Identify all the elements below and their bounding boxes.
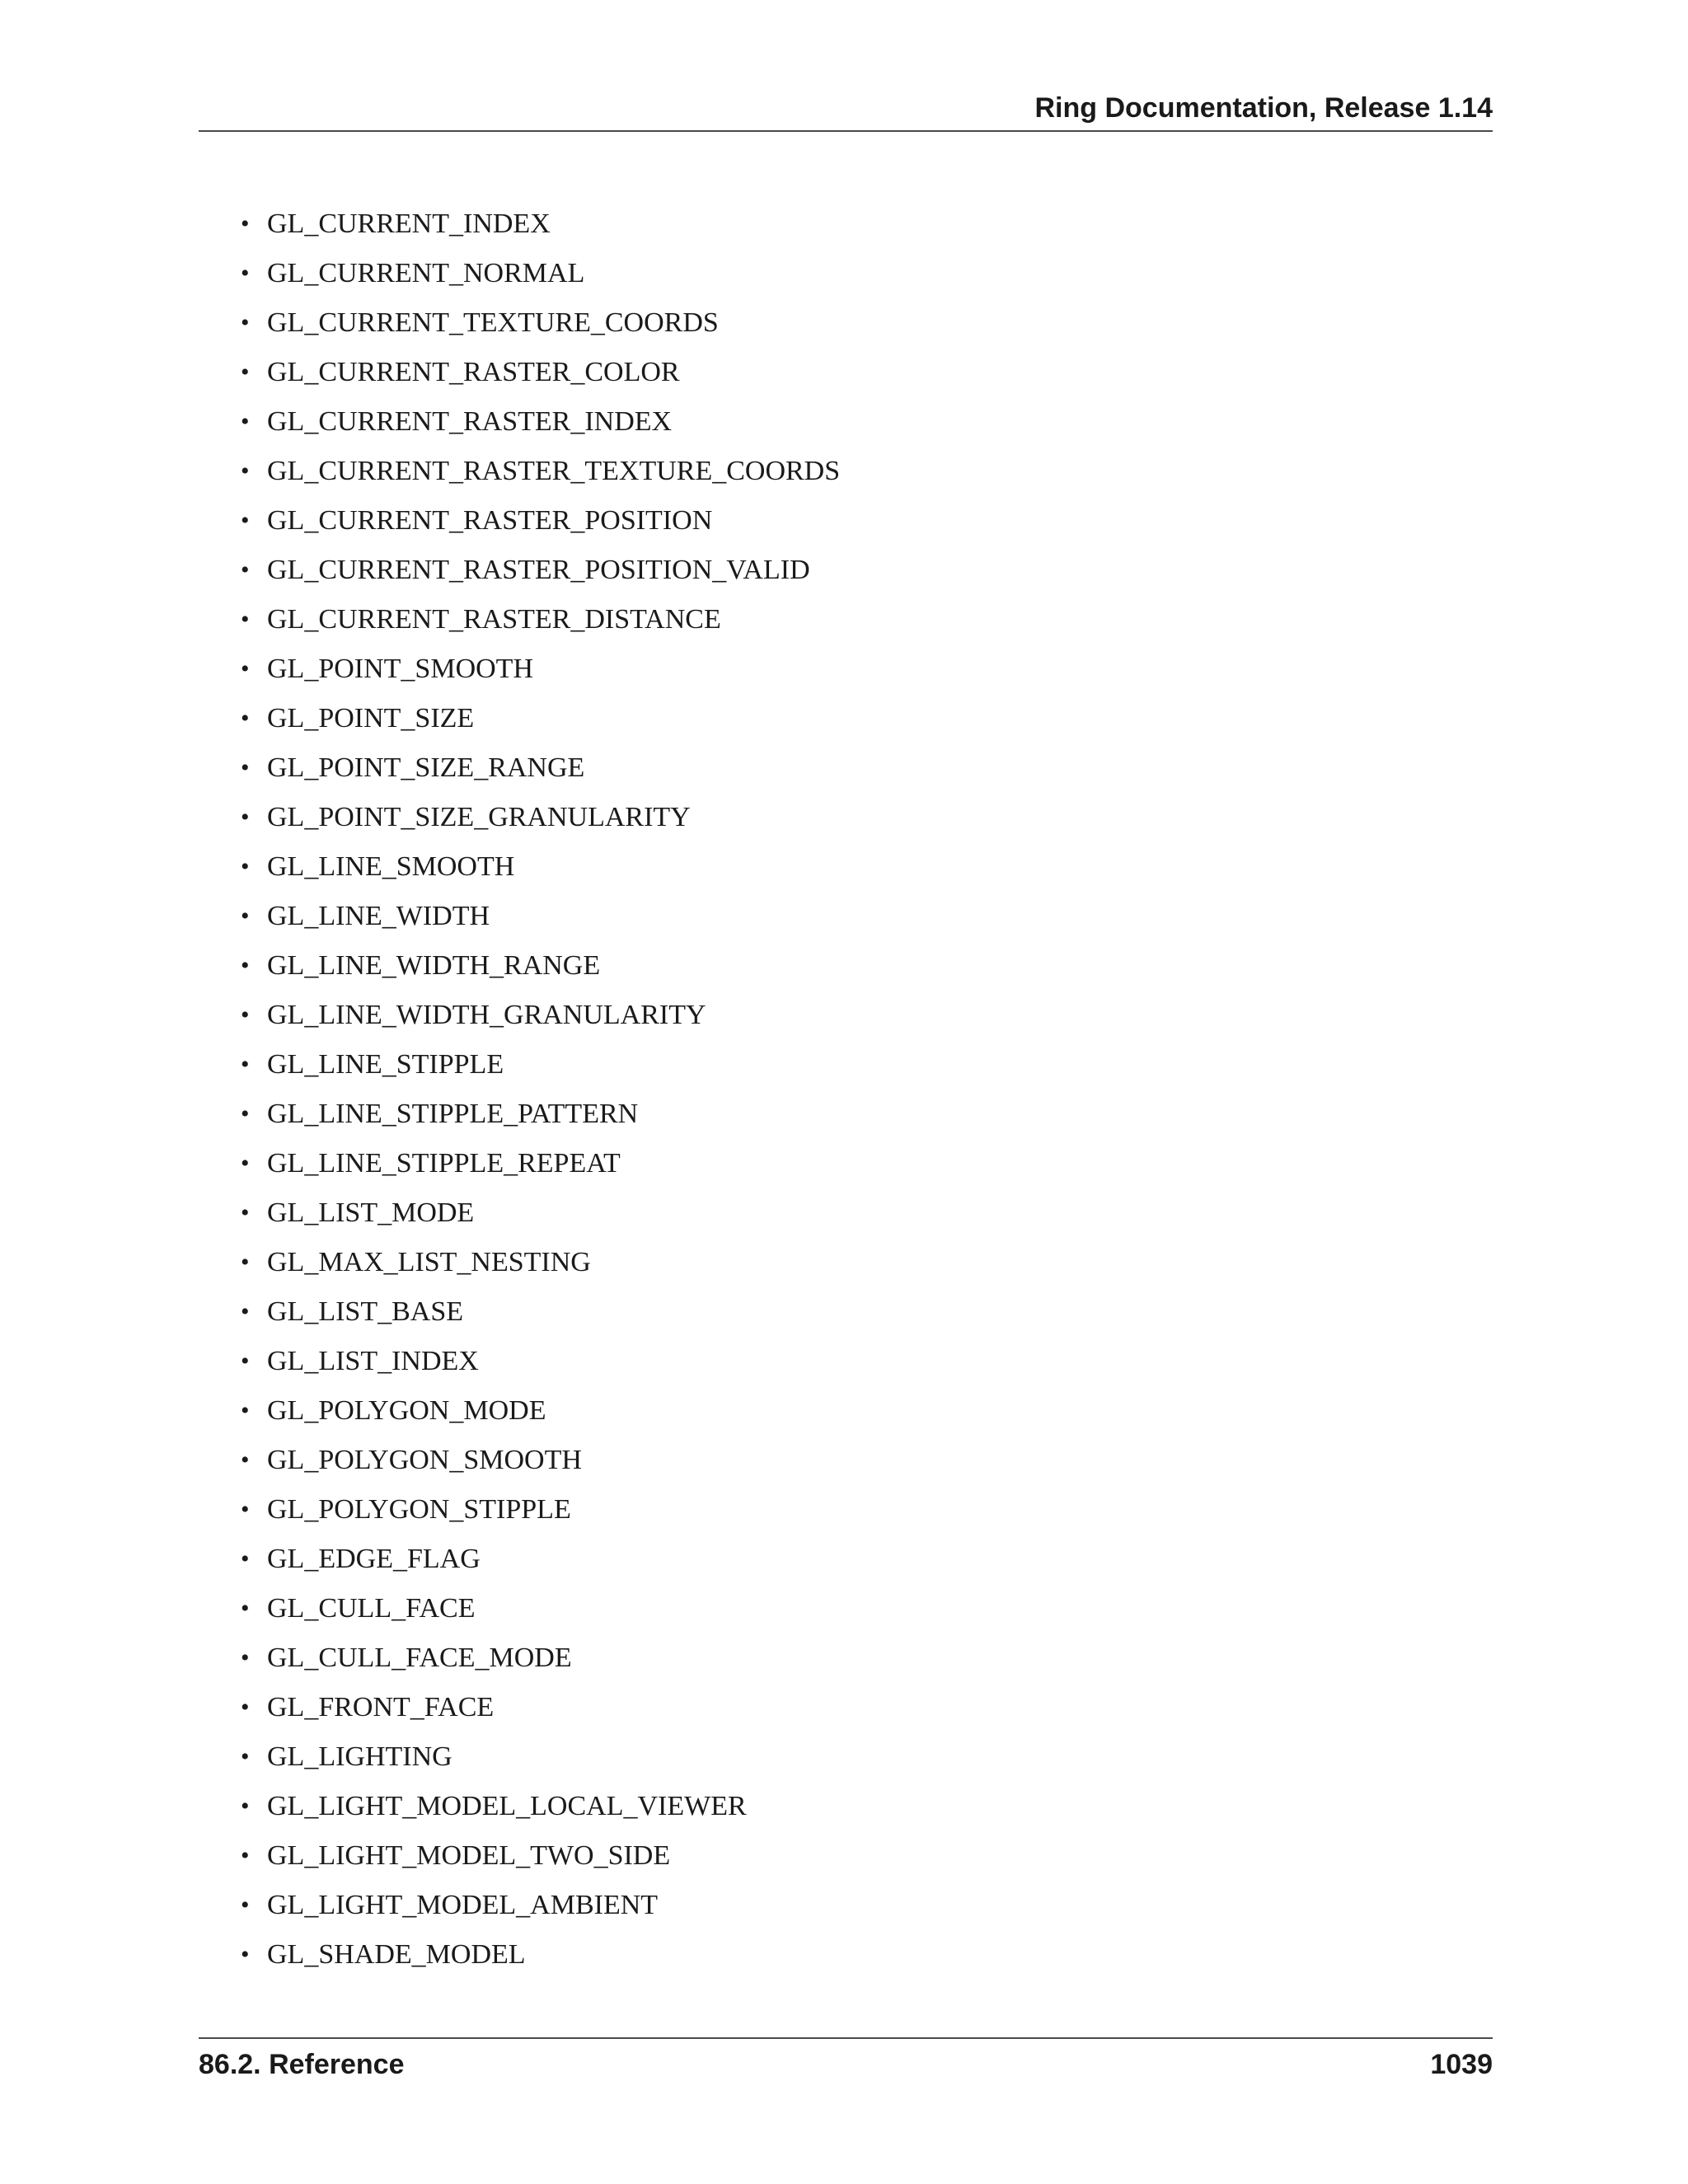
list-item xyxy=(241,1732,1395,1782)
bullet-icon: • xyxy=(241,1446,250,1474)
list-item-text: GL_LIST_INDEX xyxy=(267,1346,479,1376)
list-item xyxy=(241,1287,1395,1337)
bullet-icon: • xyxy=(241,1941,250,1968)
list-item xyxy=(241,1337,1395,1386)
bullet-icon: • xyxy=(241,804,250,831)
list-item-text: GL_CURRENT_RASTER_TEXTURE_COORDS xyxy=(267,456,841,486)
list-item-text: GL_LINE_STIPPLE_REPEAT xyxy=(267,1148,621,1179)
list-item-text: GL_LIGHT_MODEL_LOCAL_VIEWER xyxy=(267,1791,747,1821)
list-item-text: GL_POLYGON_SMOOTH xyxy=(267,1445,582,1475)
list-item xyxy=(241,1584,1395,1633)
bullet-icon: • xyxy=(241,1545,250,1572)
list-item xyxy=(241,1782,1395,1831)
list-item xyxy=(241,199,1395,249)
list-item xyxy=(241,1238,1395,1287)
bullet-icon: • xyxy=(241,952,250,979)
bullet-icon: • xyxy=(241,507,250,534)
list-item xyxy=(241,793,1395,842)
list-item xyxy=(241,644,1395,694)
list-item xyxy=(241,447,1395,496)
list-item-text: GL_LIGHTING xyxy=(267,1741,452,1772)
list-item xyxy=(241,397,1395,447)
bullet-icon: • xyxy=(241,705,250,732)
bullet-icon: • xyxy=(241,1100,250,1127)
bullet-icon: • xyxy=(241,1743,250,1770)
list-item xyxy=(241,1436,1395,1485)
main-content xyxy=(241,199,1395,1980)
bullet-icon: • xyxy=(241,1496,250,1523)
list-item xyxy=(241,249,1395,298)
list-item-text: GL_POINT_SMOOTH xyxy=(267,654,533,684)
constant-list xyxy=(241,199,1395,1980)
list-item-text: GL_POINT_SIZE xyxy=(267,703,475,733)
list-item xyxy=(241,595,1395,644)
list-item-text: GL_CURRENT_RASTER_POSITION xyxy=(267,505,713,536)
bullet-icon: • xyxy=(241,457,250,485)
list-item xyxy=(241,1090,1395,1139)
list-item xyxy=(241,298,1395,348)
list-item xyxy=(241,1930,1395,1980)
list-item-text: GL_LIST_BASE xyxy=(267,1296,463,1327)
list-item xyxy=(241,496,1395,546)
list-item-text: GL_LINE_STIPPLE xyxy=(267,1049,504,1080)
list-item xyxy=(241,546,1395,595)
bullet-icon: • xyxy=(241,1347,250,1375)
bullet-icon: • xyxy=(241,556,250,583)
bullet-icon: • xyxy=(241,359,250,386)
bullet-icon: • xyxy=(241,1051,250,1078)
list-item xyxy=(241,1485,1395,1535)
bullet-icon: • xyxy=(241,1793,250,1820)
list-item xyxy=(241,743,1395,793)
page-number: 1039 xyxy=(1430,2049,1493,2080)
list-item-text: GL_POLYGON_MODE xyxy=(267,1395,546,1426)
list-item-text: GL_MAX_LIST_NESTING xyxy=(267,1247,591,1277)
list-item xyxy=(241,1188,1395,1238)
bullet-icon: • xyxy=(241,1199,250,1226)
list-item-text: GL_CURRENT_RASTER_POSITION_VALID xyxy=(267,555,810,585)
list-item-text: GL_CURRENT_NORMAL xyxy=(267,258,585,288)
list-item xyxy=(241,991,1395,1040)
list-item xyxy=(241,694,1395,743)
list-item-text: GL_LIST_MODE xyxy=(267,1197,475,1228)
list-item xyxy=(241,941,1395,991)
bullet-icon: • xyxy=(241,1842,250,1869)
list-item xyxy=(241,1040,1395,1090)
list-item xyxy=(241,1683,1395,1732)
bullet-icon: • xyxy=(241,1001,250,1029)
list-item-text: GL_LIGHT_MODEL_TWO_SIDE xyxy=(267,1840,671,1871)
list-item-text: GL_POINT_SIZE_GRANULARITY xyxy=(267,802,691,832)
list-item-text: GL_CULL_FACE xyxy=(267,1593,476,1624)
page-header xyxy=(199,89,1493,132)
list-item-text: GL_POINT_SIZE_RANGE xyxy=(267,752,585,783)
list-item xyxy=(241,1139,1395,1188)
section-title: 86.2. Reference xyxy=(199,2049,405,2080)
bullet-icon: • xyxy=(241,902,250,930)
list-item xyxy=(241,842,1395,892)
list-item-text: GL_LIGHT_MODEL_AMBIENT xyxy=(267,1890,659,1920)
list-item-text: GL_LINE_WIDTH_RANGE xyxy=(267,950,601,981)
list-item-text: GL_LINE_STIPPLE_PATTERN xyxy=(267,1099,639,1129)
list-item-text: GL_CULL_FACE_MODE xyxy=(267,1643,572,1673)
list-item-text: GL_POLYGON_STIPPLE xyxy=(267,1494,571,1525)
bullet-icon: • xyxy=(241,853,250,880)
bullet-icon: • xyxy=(241,606,250,633)
list-item-text: GL_LINE_WIDTH xyxy=(267,901,490,931)
list-item xyxy=(241,1386,1395,1436)
document-title: Ring Documentation, Release 1.14 xyxy=(1034,92,1493,124)
list-item-text: GL_LINE_WIDTH_GRANULARITY xyxy=(267,1000,706,1030)
list-item xyxy=(241,1881,1395,1930)
bullet-icon: • xyxy=(241,1595,250,1622)
list-item xyxy=(241,1535,1395,1584)
list-item-text: GL_CURRENT_TEXTURE_COORDS xyxy=(267,307,719,338)
list-item xyxy=(241,1831,1395,1881)
bullet-icon: • xyxy=(241,260,250,287)
list-item-text: GL_FRONT_FACE xyxy=(267,1692,495,1722)
bullet-icon: • xyxy=(241,309,250,336)
bullet-icon: • xyxy=(241,1397,250,1424)
list-item-text: GL_CURRENT_RASTER_INDEX xyxy=(267,406,673,437)
bullet-icon: • xyxy=(241,754,250,781)
bullet-icon: • xyxy=(241,1249,250,1276)
list-item xyxy=(241,348,1395,397)
bullet-icon: • xyxy=(241,1150,250,1177)
bullet-icon: • xyxy=(241,1644,250,1671)
list-item-text: GL_CURRENT_RASTER_COLOR xyxy=(267,357,680,387)
page-footer xyxy=(199,2037,1493,2088)
list-item-text: GL_SHADE_MODEL xyxy=(267,1939,526,1970)
bullet-icon: • xyxy=(241,1694,250,1721)
bullet-icon: • xyxy=(241,1298,250,1325)
list-item xyxy=(241,892,1395,941)
list-item-text: GL_CURRENT_RASTER_DISTANCE xyxy=(267,604,721,635)
list-item xyxy=(241,1633,1395,1683)
bullet-icon: • xyxy=(241,1891,250,1919)
bullet-icon: • xyxy=(241,655,250,682)
list-item-text: GL_LINE_SMOOTH xyxy=(267,851,515,882)
bullet-icon: • xyxy=(241,408,250,435)
list-item-text: GL_EDGE_FLAG xyxy=(267,1544,481,1574)
bullet-icon: • xyxy=(241,210,250,237)
list-item-text: GL_CURRENT_INDEX xyxy=(267,209,551,239)
